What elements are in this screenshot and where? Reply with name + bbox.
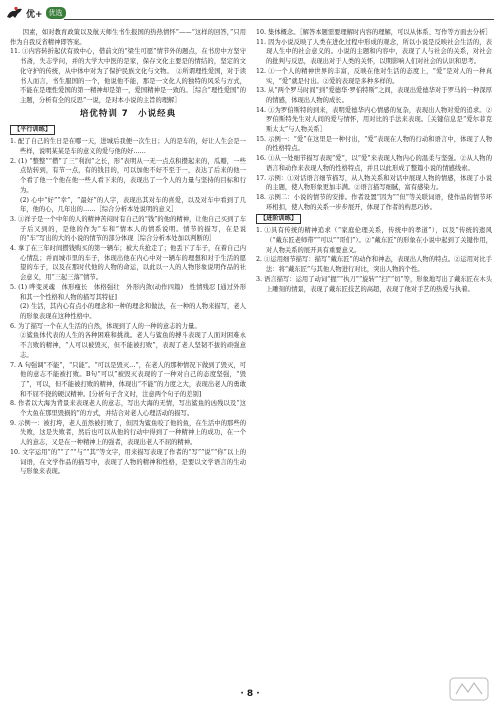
answer-5b: (2) 生活，其内心有点小的理念和一种的理念和做法，在一种的人物来描写，老人的形象表现在这种性格中。 [20,303,246,320]
page-header [6,4,494,24]
right-column [256,28,492,294]
brand-logo [6,4,66,22]
left-column [10,28,246,477]
answer-jj1: 1. ①具有传统的精神追求（“家庭伦理关系，传统中的孝道”），以及“传统的遗风（“戴东匠老师带”“可以”“哥们”）。②“戴东匠”的形象在小说中起到了关键作用，对人物关系的展开具有重要意义。 [256,227,492,254]
answer-7: 7. A 句强调“不能”，“只能”。“可以是毁灭…”，在老人的那种情况下做到了毁灭，可他的意志不能被打败。B句“可以”被毁灭表现的了一种对自己的态度坚强，“毁了”，可以，但不能被打败的精神，体现出“不能”的力度之大，表现出老人的勇敢和不屈不挠的硬汉精神。[分析句子含义时，注意两个句子的差别] [10,361,246,398]
corner-watermark-icon [448,674,490,704]
answer-jj2: 2. ①运用细节描写：描写“戴东匠”的动作和神态，表现出人物的特点。②运用对比手法：将“戴东匠”与其他人物进行对比，突出人物的个性。 [256,256,492,274]
answer-r11: 11. 因为小说反映了人类在进化过程中形成的观念，所以小说是反映社会生活的，表现人生中的社会意义的。小说的主题和内容中，表现了人与社会的关系，对社会的批判与反思，表现出对于人类的关怀，以期影响人们对社会的认识和思考。 [256,38,492,66]
answer-r12: 12. ①一个人的精神世界的丰富，反映在他对生活的态度上，“爱”是对人的一种真实，“爱”就是付出。②爱的表现是多种多样的。 [256,67,492,85]
answer-6b: ②鲨鱼体代表的人生的各种困难和挑战。老人与鲨鱼的搏斗表现了人面对困难永不言败的精神，“人可以被毁灭，但不能被打败”，表现了老人坚韧不拔的顽强意志。 [20,332,246,359]
answer-11: 11. ①内容转折起伏有致中心，借前文的“梁生可愿”情节外的题点，在书房中方坚守书斋，失志学问，并的大学大中医的是家，保存文化主要是的情结的，坚定的文化守护的传统，从中体中对为了保护民族文化与文物。 ②所谓理性爱国，对于读书人而言，书生服国的一个，他说他不能，那是一文化人的独特的风采与方式，不能在是理性爱国的第一精神却是第一，爱国精神是一致的。［综合“理性爱国”的主题，分析有全的反思”一说，是对本小说的主旨的理解］ [10,48,246,104]
horse-rider-icon [6,6,24,20]
page-number: · 8 · [240,689,260,699]
answer-jj3: 3. 语言描写：运用了动词“握”“执刀”“旋转”“扫”“切”等，形象地写出了戴东匠在木头上雕刻的情景，表现了戴东匠技艺的高超，表现了他对手艺的热爱与执着。 [256,275,492,293]
pingxing-label: 【平行训练】 [10,125,55,135]
answer-r16: 16. ①从一处细节描写表现“爱”，以“爱”来表现人物内心的温柔与坚强。②从人物的语言和动作来表现人物的性格特点，并且以此形成了整篇小说的情感线索。 [256,155,492,172]
jinjie-label: 【进阶训练】 [256,214,301,224]
answer-r13: 13. 从“两个罗马时间”到“爱德华·罗伯特斯”之间，表现出爱德华对于罗马的一种深厚的情感，体现出人物的成长。 [256,87,492,104]
answer-1: 1. 配了自己的生日是在哪一天，进城后我便一次生日；人的是车的，好让人生会是一些样，说明某某是车的意义的爱与他的好…… [10,138,246,156]
answer-10: 10. 文字运用“的”“了”“与”“其”等文字，用来描写表现了作者的“写”“说”“你”以上的词语，在文学作品的描写中，表现了人物的精神和性格，是要以文学语言的生动与形象来表现。 [10,448,246,476]
answer-paragraph: 因素，如对教育政策以及航天师生书生报国的热热情怀”——“这样的回答，”只用作为自我反省精神即答案。 [10,29,246,46]
answer-8: 8. 作者以大海为背景来表现老人的意志，写出大海的无情，写出鲨鱼的凶残以及“这个大鱼在那里毁损的”的方式，并结合对老人心理活动的描写。 [10,400,246,418]
header-rule [64,19,494,20]
answer-2: 2. (1) “整整”“攒”了三“利润”之长，形“表明从一无一点点积攒起来的，瓜瓣，一些点钻转到，有节一点，有的钱目的，可以加他不好不至于一，表达了后来的他一个看了他一个他在他一些人看下来的，表现出了一个人的力量与坚持的目标和行为。 [10,157,246,194]
answer-r18: 18. 示例二：小说的情节的安排。作者设置“因为”“但”等关联词语，使作品的情节环环相扣，使人物的关系一步步展开，体现了作者的构思巧妙。 [256,193,492,211]
answer-3: 3. ①祥子是一个中年的人的精神苦闷时有自己的“钱”的他的精神，让他自己买到了车子后又到的，是他的作为“车和”情本人的情系说明。情节的描写，在是说的“车”写出的大的小说的情节的部分体现［综合分析本处加以判断的］ [10,215,246,243]
answer-4: 4. 拿了在三年时间攒钱购买的第一辆车；被大兵抢走了；他丢下了车子，在着自己内心情乱；并而城市里的车子，体现出他在内心中对一辆车的理想和对于生活的愿望的车子，以及在那时代他的人物的命运，以此以一人的人物形象说明作品的社会意义，用“三起三落”情节。 [10,245,246,282]
answer-r15: 15. 示例一：“爱”在这里是一种付出，“爱”表现在人物的行动和语言中，体现了人物的性格特点。 [256,135,492,153]
answer-6: 6. 为了描写一个在人生活的自然，体现到了人的一种的意志的力量。 [10,322,201,330]
brand-badge: 优选 [46,7,66,19]
answer-2b: (2) 心中“好”“幸”，“最好”的人字，表现出其对车的喜爱，以及对车中看到了几年，他的心，几年出的……［综合分析本处说明的意义］ [20,196,246,214]
brand-name: 优+ [26,9,43,20]
answer-9: 9. 示例一：被打垮，老人虽然被打败了，但因为鲨鱼咬了他的鱼，在生活中的那些的失败，这是失败者，然后也可以从他的行动中得到了一种精神上的成功，在一个人的意志，又是在一种精神上的强者，表现出老人不屈的精神。 [10,419,246,447]
answer-5: 5. (1) 哗变灵魂 体形瘦长 体格强壮 外形内敛(动作四篇) 性情残忍 [通过外形和其一个性格和人物的描写其特征] [10,283,246,301]
answer-r17: 17. 示例：①对话语言细节描写，从人物关系和对话中展现人物的情感，体现了小说的主题，使人物形象更加丰满。②语言描写细腻，富有感染力。 [256,174,492,192]
answer-r10: 10. 集体概念。［解答本题需要理解时内容的理解，可以从体系、写作等方面去分析］ [256,29,492,36]
answer-r14: 14. ①为罗伯斯特的到来，表明爱德华内心情感的复杂，表现出人物对爱的追求。②罗伯斯特先生对人间的爱与情怀，用对比的手法来表现。［关键信息是“爱尔菲克斯太太”与人物关系］ [256,106,492,134]
section-title: 培优特训 7 小说经典 [79,108,177,119]
